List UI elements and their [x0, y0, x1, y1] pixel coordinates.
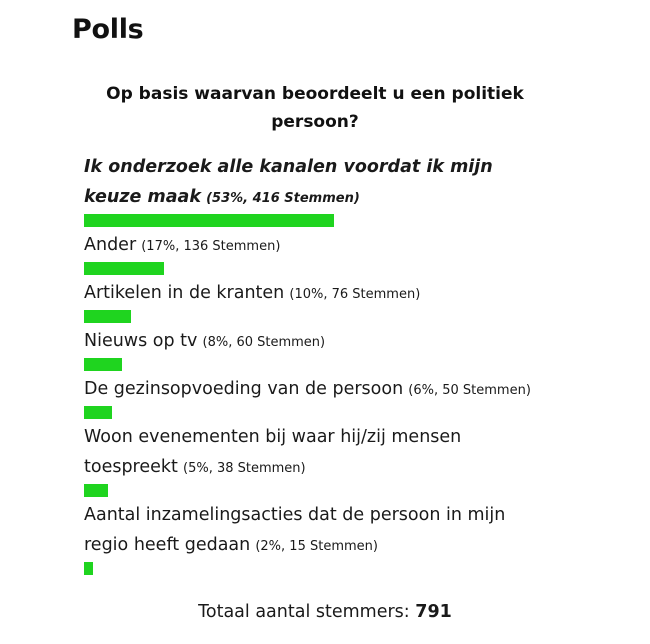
option-result: (5%, 38 Stemmen)	[183, 461, 306, 476]
option-result: (17%, 136 Stemmen)	[141, 239, 281, 254]
option-label: Ik onderzoek alle kanalen voordat ik mijn keuze maak	[84, 157, 493, 207]
option-label: Aantal inzamelingsacties dat de persoon in mijn regio heeft gedaan	[84, 505, 506, 555]
poll-results	[84, 152, 554, 578]
option-label: Woon evenementen bij waar hij/zij mensen toespreekt	[84, 427, 462, 477]
option-result: (2%, 15 Stemmen)	[255, 539, 378, 554]
option-result: (8%, 60 Stemmen)	[202, 335, 326, 350]
poll-question: Op basis waarvan beoordeelt u een politiek persoon?	[106, 84, 524, 132]
option-bar	[84, 406, 112, 419]
poll-option	[84, 230, 554, 276]
poll-option	[84, 422, 554, 498]
poll-option	[84, 278, 554, 324]
option-bar	[84, 310, 131, 323]
option-result: (53%, 416 Stemmen)	[206, 191, 360, 206]
option-bar	[84, 214, 334, 227]
poll-option	[84, 326, 554, 372]
poll-title: Polls	[72, 14, 144, 45]
option-bar	[84, 358, 122, 371]
option-bar	[84, 262, 164, 275]
option-result: (6%, 50 Stemmen)	[408, 383, 531, 398]
option-bar	[84, 562, 93, 575]
option-label: De gezinsopvoeding van de persoon	[84, 379, 404, 399]
option-result: (10%, 76 Stemmen)	[289, 287, 421, 302]
option-label: Ander	[84, 235, 137, 255]
poll-option	[84, 374, 554, 420]
total-label: Totaal aantal stemmers:	[198, 602, 410, 622]
total-value: 791	[415, 602, 452, 622]
option-bar	[84, 484, 108, 497]
poll-option	[84, 500, 554, 576]
option-label: Artikelen in de kranten	[84, 283, 285, 303]
poll-option	[84, 152, 554, 228]
option-label: Nieuws op tv	[84, 331, 198, 351]
total-voters	[0, 602, 650, 622]
